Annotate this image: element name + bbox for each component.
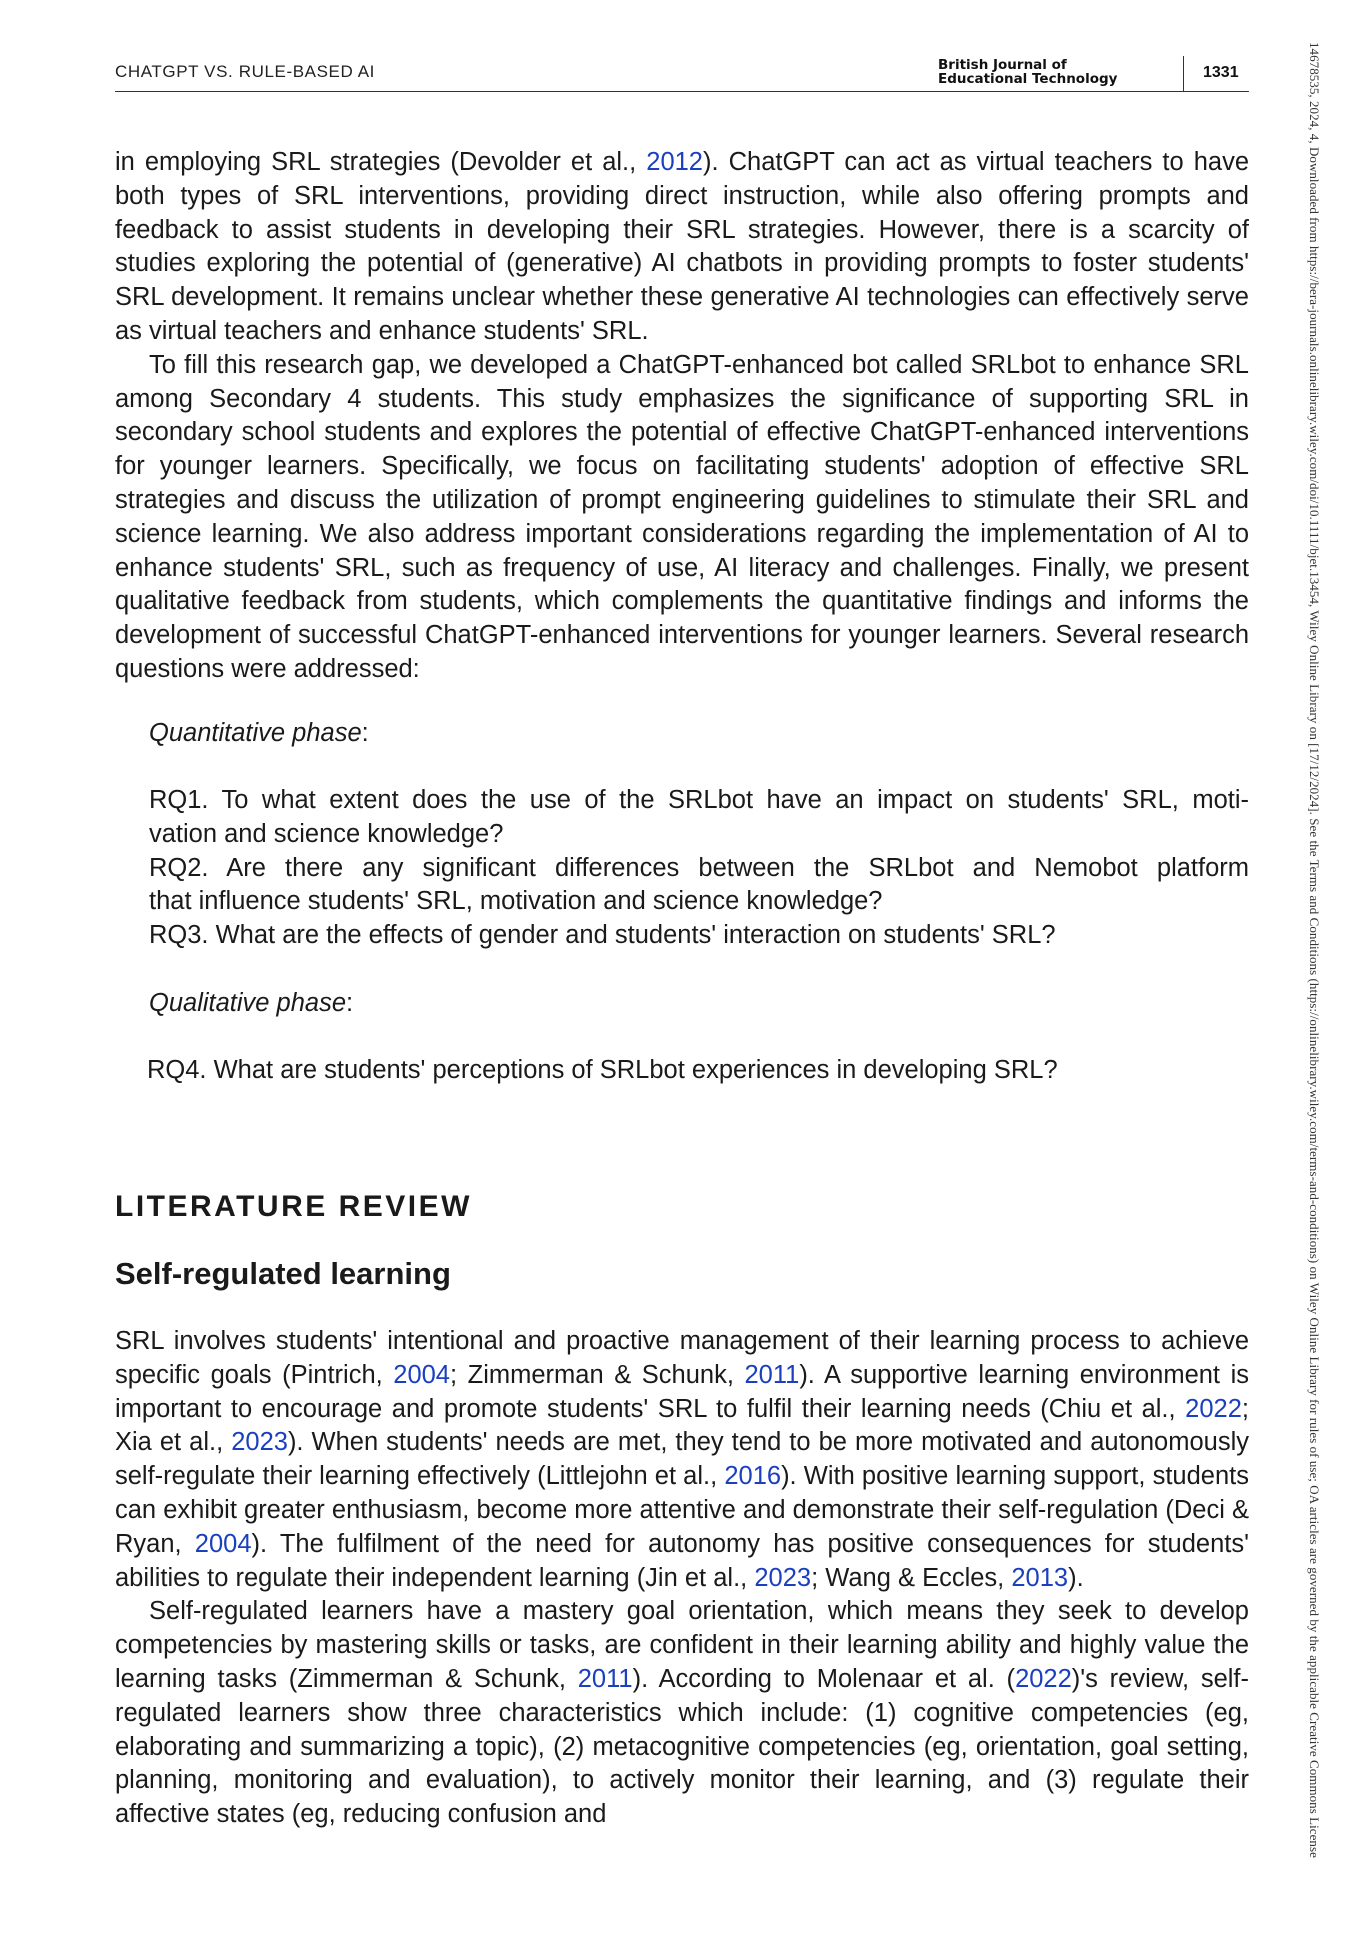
citation-link[interactable]: 2023 [231, 1428, 288, 1457]
journal-name-line1: British Journal of [938, 57, 1067, 73]
quantitative-questions [149, 784, 1249, 953]
citation-link[interactable]: 2022 [1015, 1664, 1072, 1693]
srl-paragraph-2: Self-regulated learners have a mastery goal orientation, which means they seek to develop competencies by mastering skills or tasks, are confident in their learning ability and highly value the learning tasks (Zimmerman & Schunk, 2011). According to Molenaar et al. (2022)'s review, self-regulated learners show three characteristics which include: (1) cognitive competencies (eg, elaborating and summarizing a topic), (2) metacognitive competencies (eg, orientation, goal setting, planning, monitoring and evaluation), to actively monitor their learning, and (3) regulate their affective states (eg, reducing confusion and [115, 1597, 1249, 1829]
citation-link[interactable]: 2022 [1185, 1394, 1242, 1423]
download-notice [1300, 42, 1330, 1922]
srl-text [115, 1325, 1249, 1832]
citation-link[interactable]: 2013 [1011, 1563, 1069, 1592]
citation-link[interactable]: 2004 [393, 1360, 450, 1389]
journal-name-line2: Educational Technology [938, 71, 1118, 87]
citation-link[interactable]: 2012 [646, 148, 703, 176]
srl-paragraph-1: SRL involves students' intentional and proactive management of their learning process to achieve specific goals (Pintrich, 2004; Zimmerman & Schunk, 2011). A supportive learning environment is important to encourage and promote students' SRL to fulfil their learning needs (Chiu et al., 2022; Xia et al., 2023). When students' needs are met, they tend to be more motivated and autonomously self-regulate their learning effectively (Littlejohn et al., 2016). With positive learning support, students can exhibit greater enthusiasm, become more attentive and demonstrate their self-regulation (Deci & Ryan, 2004). The fulfilment of the need for autonomy has positive consequences for students' abilities to regulate their independent learning (Jin et al., 2023; Wang & Eccles, 2013). [115, 1327, 1249, 1592]
download-notice-text: 14678535, 2024, 4, Downloaded from https://bera-journals.onlinelibrary.wiley.com/doi/10.1111/bjet.13454, Wiley Online Library on [17/12/2024]. See the Terms and Conditions (https://onlinelibrary.wiley.com/terms-and-conditions) on Wiley Online Library for rules of use; OA articles are governed by the applicable Creative Commons License [1307, 42, 1322, 1858]
journal-name [938, 58, 1178, 86]
page-number: 1331 [1203, 64, 1239, 81]
rq1-line-1: RQ1. To what extent does the use of the SRLbot have an impact on students' SRL, moti- [149, 786, 1249, 814]
section-heading: LITERATURE REVIEW [115, 1190, 472, 1223]
qualitative-questions [147, 1054, 1247, 1088]
rq1-line-2: vation and science knowledge? [149, 819, 504, 848]
rq2-line-2: that influence students' SRL, motivation and science knowledge? [149, 887, 883, 916]
research-question-2 [149, 852, 1249, 920]
quantitative-phase-title: Quantitative phase [149, 719, 362, 747]
header-rule [115, 91, 1249, 92]
citation-link[interactable]: 2016 [724, 1462, 782, 1491]
subsection-heading: Self-regulated learning [115, 1256, 451, 1291]
header-divider [1183, 56, 1184, 92]
citation-link[interactable]: 2011 [577, 1664, 633, 1693]
intro-paragraph-1: in employing SRL strategies (Devolder et al., 2012). ChatGPT can act as virtual teachers to have both types of SRL interventions, providing direct instruction, while also offering prompts and feedback to assist students in developing their SRL strategies. However, there is a scarcity of studies exploring the potential of (generative) AI chatbots in providing prompts to foster students' SRL development. It remains unclear whether these generative AI technologies can effectively serve as virtual teachers and enhance students' SRL. [115, 148, 1250, 345]
rq2-line-1: RQ2. Are there any significant differences between the SRLbot and Nemobot platform [149, 853, 1249, 882]
research-question-1 [149, 784, 1249, 852]
qualitative-colon: : [346, 989, 354, 1017]
quantitative-phase-label [149, 717, 369, 751]
research-question-4: RQ4. What are students' perceptions of SRLbot experiences in developing SRL? [147, 1056, 1058, 1084]
quantitative-colon: : [361, 719, 369, 747]
citation-link[interactable]: 2004 [194, 1529, 252, 1558]
qualitative-phase-label [149, 987, 353, 1021]
intro-paragraph-2: To fill this research gap, we developed a ChatGPT-enhanced bot called SRLbot to enhance SRL among Secondary 4 students. This study emphasizes the significance of supporting SRL in secondary school students and explores the potential of effective ChatGPT-enhanced interventions for younger learners. Specifically, we focus on facilitating students' adoption of effective SRL strategies and discuss the utilization of prompt engineering guidelines to stimulate their SRL and science learning. We also address important considerations regarding the implementation of AI to enhance students' SRL, such as frequency of use, AI literacy and challenges. Finally, we present qualitative feedback from students, which complements the quantitative findings and informs the development of successful ChatGPT-enhanced interventions for younger learners. Several research questions were addressed: [115, 350, 1249, 683]
intro-text [115, 146, 1249, 687]
running-head: CHATGPT VS. RULE-BASED AI [115, 62, 375, 81]
citation-link[interactable]: 2023 [754, 1563, 812, 1592]
citation-link[interactable]: 2011 [744, 1360, 800, 1389]
qualitative-phase-title: Qualitative phase [149, 989, 347, 1017]
research-question-3: RQ3. What are the effects of gender and students' interaction on students' SRL? [149, 921, 1056, 950]
